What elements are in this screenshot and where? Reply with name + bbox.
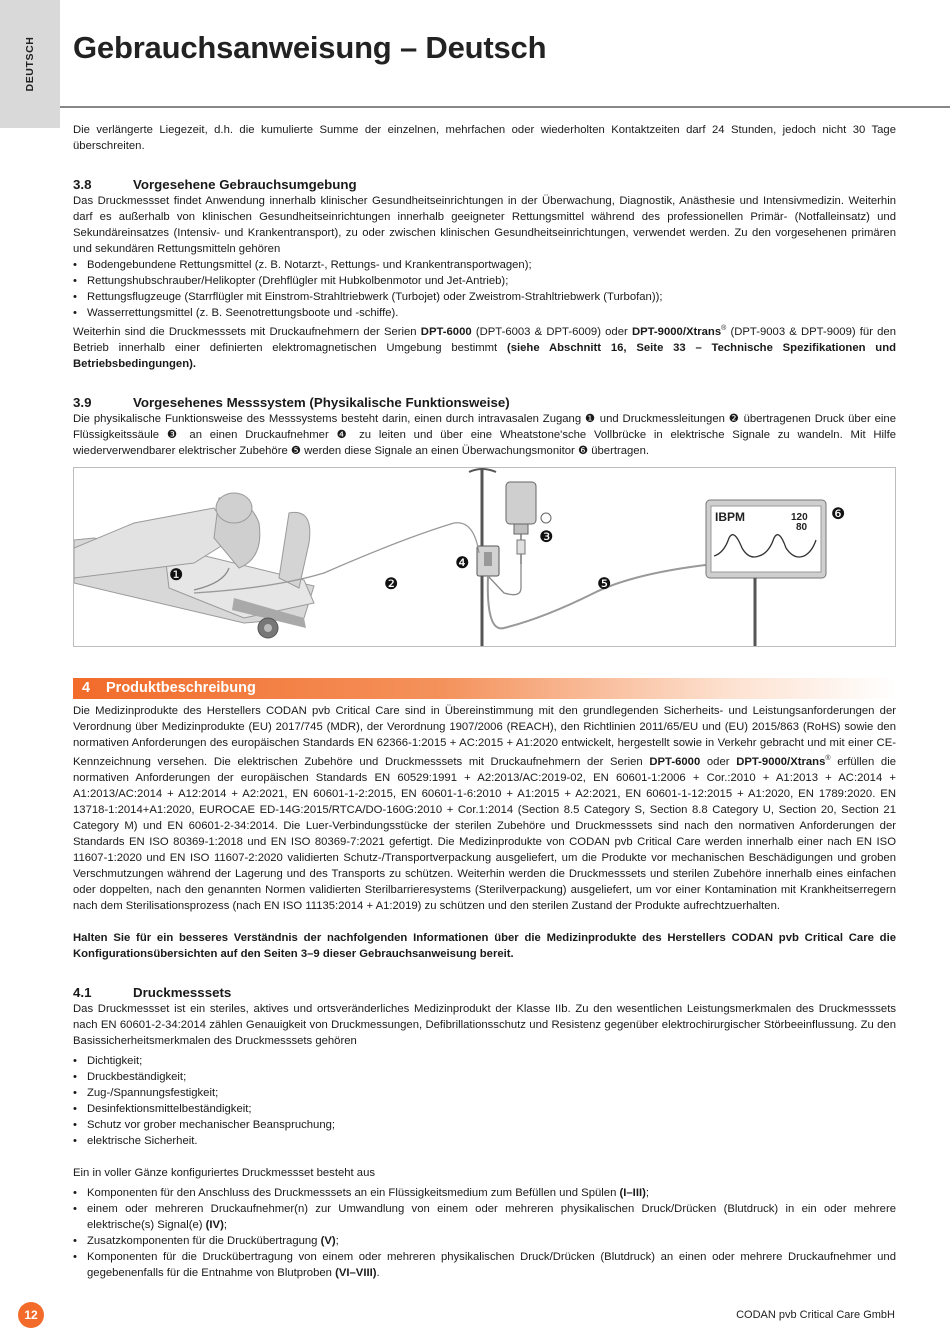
text-run: ; <box>335 1234 339 1247</box>
text-run: ; <box>223 1218 227 1231</box>
configuration-note <box>73 930 896 962</box>
monitor-graphic <box>706 500 826 646</box>
section-number: 4.1 <box>73 984 92 1000</box>
text-run: Weiterhin sind die Druckmesssets mit Druckaufnehmern der Serien <box>73 325 421 338</box>
marker-3: ❸ <box>539 526 554 546</box>
page-number-badge: 12 <box>18 1302 44 1328</box>
section-number: 3.8 <box>73 177 92 192</box>
section-4-paragraph <box>73 703 896 914</box>
list-item: • Zug-/Spannungsfestigkeit; <box>73 1085 896 1101</box>
configuration-intro: Ein in voller Gänze konfiguriertes Druckmessset besteht aus <box>73 1166 376 1179</box>
page-title: Gebrauchsanweisung – Deutsch <box>73 30 547 65</box>
section-3-8-paragraph: Das Druckmessset findet Anwendung innerhalb klinischer Gesundheitseinrichtungen in der Überwachung, Diagnostik, Anästhesie und Intensivmedizin. Weiterhin darf es außerhalb von klinischen Gesundheitseinrichtungen innerhalb geeigneter Rettungsmittel während des professionellen Primär- (Notfalleinsatz) und Sekundäreinsatzes (Intensiv- und Krankentransport), zu oder zwischen klinischen Gesundheitseinrichtungen, verwendet werden. Zu den vorgesehenen primären und sekundären Rettungsmitteln gehören <box>73 195 896 255</box>
language-label: DEUTSCH <box>24 36 36 92</box>
marker-1: ❶ <box>169 564 184 584</box>
text-run: Zusatzkomponenten für die Druckübertragung <box>87 1234 321 1247</box>
list-item <box>73 1185 896 1201</box>
list-item: • Wasserrettungsmittel (z. B. Seenotrettungsboote und -schiffe). <box>73 305 896 321</box>
text-run: (DPT-9003 & DPT-9009) für den Betrieb innerhalb einer definierten elektromagnetischen Umgebung bestimmt <box>73 325 897 354</box>
list-item: • Rettungsflugzeuge (Starrflügler mit Einstrom-Strahltriebwerk (Turbojet) oder Zweistrom-Strahltriebwerk (Turbofan)); <box>73 289 896 305</box>
section-title: Druckmesssets <box>133 984 232 1000</box>
patient-bed-graphic <box>74 493 314 638</box>
list-item: • Bodengebundene Rettungsmittel (z. B. Notarzt-, Rettungs- und Krankentransportwagen); <box>73 257 896 273</box>
iv-pole-graphic <box>469 468 554 646</box>
monitor-label: IBPM <box>715 509 745 524</box>
text-run: oder <box>700 755 737 768</box>
bold-run: DPT-9000/Xtrans <box>631 325 722 338</box>
illustration-svg <box>74 468 895 646</box>
text-run: . <box>376 1266 380 1279</box>
bold-run: DPT-6000 <box>420 325 472 338</box>
section-3-8-heading <box>73 176 896 193</box>
registered-mark: ® <box>721 325 727 332</box>
list-item <box>73 1201 896 1233</box>
title-divider <box>60 106 950 108</box>
monitor-systolic: 120 <box>791 511 808 523</box>
text-run: (DPT-6003 & DPT-6009) oder <box>471 325 632 338</box>
section-3-8-paragraph-2 <box>73 321 896 372</box>
section-4-1-paragraph: Das Druckmessset ist ein steriles, aktives und ortsveränderliches Medizinprodukt der Klasse IIb. Zu den wesentlichen Leistungsmerkmalen des Druckmesssets nach EN 60601-2-34:2014 zählen Genauigkeit von Druckmessungen, Defibrillationsschutz und Resistenz gegenüber elektrochirurgischer Störbeeinflussung. Zu den Basissicherheitsmerkmalen des Druckmesssets gehören <box>73 1002 896 1047</box>
text-run: einem oder mehreren Druckaufnehmer(n) zur Umwandlung von einem oder mehreren physikalischen Druck/Drücken (Blutdruck) in ein oder mehrere elektrische(s) Signal(e) <box>87 1202 896 1231</box>
intro-paragraph: Die verlängerte Liegezeit, d.h. die kumulierte Summe der einzelnen, mehrfachen oder wiederholten Kontaktzeiten darf 24 Stunden, jedoch nicht 30 Tage überschreiten. <box>73 124 896 152</box>
section-4-1-heading <box>73 984 896 1001</box>
list-item: • elektrische Sicherheit. <box>73 1133 896 1149</box>
text-run: ; <box>645 1186 650 1199</box>
list-item <box>73 1249 896 1281</box>
text-run: Komponenten für den Anschluss des Druckmesssets an ein Flüssigkeitsmedium zum Befüllen und Spülen <box>87 1186 620 1199</box>
section-title: Produktbeschreibung <box>106 679 256 696</box>
configuration-components-list <box>73 1185 896 1281</box>
bold-run: (I–III) <box>619 1186 646 1199</box>
list-item: • Druckbeständigkeit; <box>73 1069 896 1085</box>
text-run: Die Medizinprodukte des Herstellers CODAN pvb Critical Care sind in Übereinstimmung mit den grundlegenden Sicherheits- und Leistungsanforderungen der Verordnung über Medizinprodukte (EU) 2017/745 (MDR), der Verordnung 1907/2006 (REACH), den Richtlinien 2011/65/EU und (EU) 2015/863 (RoHS) sowie den normativen Anforderungen des europäischen Standards EN 62366-1:2015 + AC:2015 + A1:2020 entwickelt, hergestellt sowie in Verkehr gebracht und mit einer CE-Kennzeichnung versehen. Die elektrischen Zubehöre und Druckmesssets mit Druckaufnehmern der Serien <box>73 704 896 768</box>
marker-2: ❷ <box>384 573 399 593</box>
section-title: Vorgesehene Gebrauchsumgebung <box>133 177 357 192</box>
text-run: erfüllen die normativen Anforderungen der europäischen Standards EN 60529:1991 + A2:2013/AC:2019-02, EN 60601-1:2006 + Cor.:2010 + A1:2013 + AC:2014 + A1:2013/AC:2014 + A12:2014 + A2:2021, EN 60601-1-2:2015, EN 60601-1-6:2010 + A1:2015 + A2:2021, EN 60601-1-12:2015 + A1:2020, EN 1789:2020. EN 13718-1:2014+A1:2020, EUROCAE ED-14G:2015/RTCA/DO-160G:2010 + Cor.1:2014 (Section 8.5 Category S, Section 8.8 Category U, Section 20, Section 21 Category M) und EN 60601-2-34:2014. Die Luer-Verbindungsstücke der sterilen Zubehöre und Druckmesssets sind nach den normativen Anforderungen der Standards EN ISO 80369-1:2018 und EN ISO 80369-7:2021 gefertigt. Die Medizinprodukte von CODAN pvb Critical Care werden innerhalb einer nach EN ISO 11607-1:2020 und EN ISO 11607-2:2020 validierten Schutz-/Transportverpackung ausgeliefert, um die Produkte vor mechanischen Beschädigungen und groben Verschmutzungen während der Lagerung und des Transports zu schützen. Weiterhin werden die Druckmesssets und sterilen Zubehöre innerhalb eines einfachen oder doppelten, nach den genannten Normen validierten Sterilbarrieresystems (Sterilverpackung) ausgeliefert, um vor einer Kontamination mit Krankheitserregern nach dem Sterilisationsprozess (nach EN ISO 11135:2014 + A1:2019) zu schützen und den sterilen Zustand der Produkte aufrechtzuerhalten. <box>73 755 896 912</box>
section-title: Vorgesehenes Messsystem (Physikalische Funktionsweise) <box>133 394 510 410</box>
language-side-tab <box>0 0 60 128</box>
section-3-9-paragraph: Die physikalische Funktionsweise des Messsystems besteht darin, einen durch intravasalen Zugang ❶ und Druckmessleitungen ❷ übertragenen Druck über eine Flüssigkeitssäule ❸ an einen Druckaufnehmer ❹ zu leiten und über eine Wheatstone'sche Vollbrücke in elektrische Signale zu wandeln. Mit Hilfe wiederverwendbarer elektrischer Zubehöre ❺ werden diese Signale an einen Überwachungsmonitor ❻ übertragen. <box>73 412 896 457</box>
marker-5: ❺ <box>597 573 612 593</box>
list-item: • Dichtigkeit; <box>73 1053 896 1069</box>
section-number: 4 <box>82 679 91 696</box>
bold-run: DPT-6000 <box>649 755 701 768</box>
page-content <box>73 122 896 1281</box>
bold-run: (siehe Abschnitt 16, Seite 33 – Technische Spezifikationen und Betriebsbedingungen). <box>73 341 896 370</box>
bold-run: (VI–VIII) <box>335 1266 377 1279</box>
list-item: • Rettungshubschrauber/Helikopter (Drehflügler mit Hubkolbenmotor und Jet-Antrieb); <box>73 273 896 289</box>
bold-run: (V) <box>320 1234 336 1247</box>
monitor-diastolic: 80 <box>796 521 808 533</box>
safety-features-list <box>73 1053 896 1149</box>
marker-4: ❹ <box>455 552 470 572</box>
bold-run: DPT-9000/Xtrans <box>736 755 826 768</box>
measurement-system-illustration <box>73 467 896 647</box>
text-run: Komponenten für die Druckübertragung von einem oder mehreren physikalischen Druck/Drücken (Blutdruck) an einen oder mehrere Druckaufnehmer und gegebenenfalls für die Entnahme von Blutproben <box>87 1250 896 1279</box>
footer-company: CODAN pvb Critical Care GmbH <box>736 1309 895 1321</box>
rescue-means-list <box>73 257 896 321</box>
list-item: • Desinfektionsmittelbeständigkeit; <box>73 1101 896 1117</box>
registered-mark: ® <box>825 754 831 762</box>
section-3-9-heading <box>73 394 896 411</box>
list-item: • Schutz vor grober mechanischer Beanspruchung; <box>73 1117 896 1133</box>
section-number: 3.9 <box>73 394 92 410</box>
bold-run: (IV) <box>205 1218 224 1231</box>
marker-6: ❻ <box>831 503 846 523</box>
bold-run: Halten Sie für ein besseres Verständnis der nachfolgenden Informationen über die Medizinprodukte des Herstellers CODAN pvb Critical Care die Konfigurationsübersichten auf den Seiten 3–9 dieser Gebrauchsanweisung bereit. <box>73 931 896 960</box>
section-4-banner <box>73 678 896 699</box>
list-item <box>73 1233 896 1249</box>
